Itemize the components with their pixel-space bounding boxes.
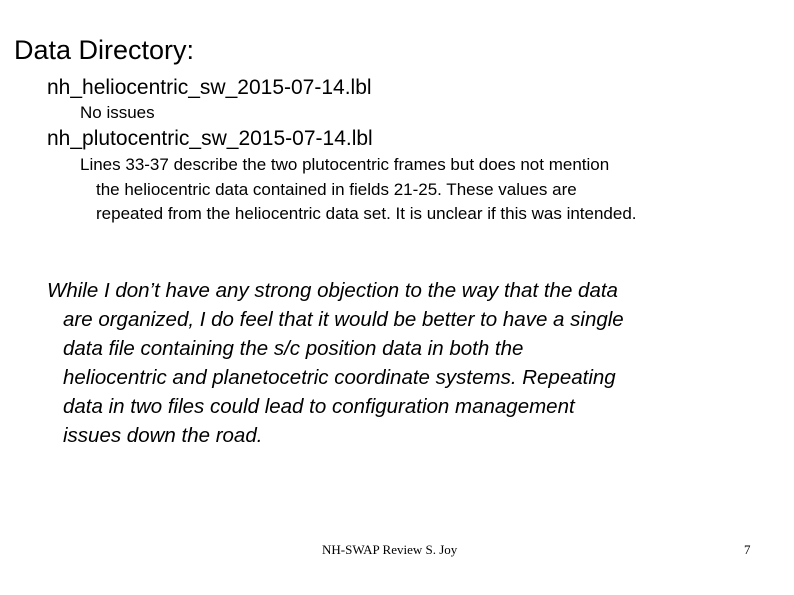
comment-line: data file containing the s/c position data in both the — [63, 337, 524, 360]
file-note-heliocentric — [80, 101, 155, 126]
file-heading-heliocentric: nh_heliocentric_sw_2015-07-14.lbl — [47, 76, 372, 99]
note-line: repeated from the heliocentric data set. It is unclear if this was intended. — [96, 204, 637, 223]
comment-line: are organized, I do feel that it would be better to have a single — [63, 308, 624, 331]
note-line: No issues — [80, 103, 155, 122]
file-note-plutocentric — [80, 153, 637, 227]
slide-footer: NH-SWAP Review S. Joy — [322, 542, 458, 557]
comment-line: While I don’t have any strong objection to the way that the data — [47, 279, 618, 302]
comment-line: heliocentric and planetocetric coordinate systems. Repeating — [63, 366, 616, 389]
review-comment — [47, 276, 624, 450]
comment-line: data in two files could lead to configuration management — [63, 395, 575, 418]
file-heading-plutocentric: nh_plutocentric_sw_2015-07-14.lbl — [47, 127, 373, 150]
note-line: Lines 33-37 describe the two plutocentric frames but does not mention — [80, 155, 610, 174]
page-number: 7 — [744, 542, 751, 557]
slide-title: Data Directory: — [14, 35, 195, 65]
comment-line: issues down the road. — [63, 424, 263, 447]
note-line: the heliocentric data contained in fields 21-25. These values are — [96, 179, 577, 199]
